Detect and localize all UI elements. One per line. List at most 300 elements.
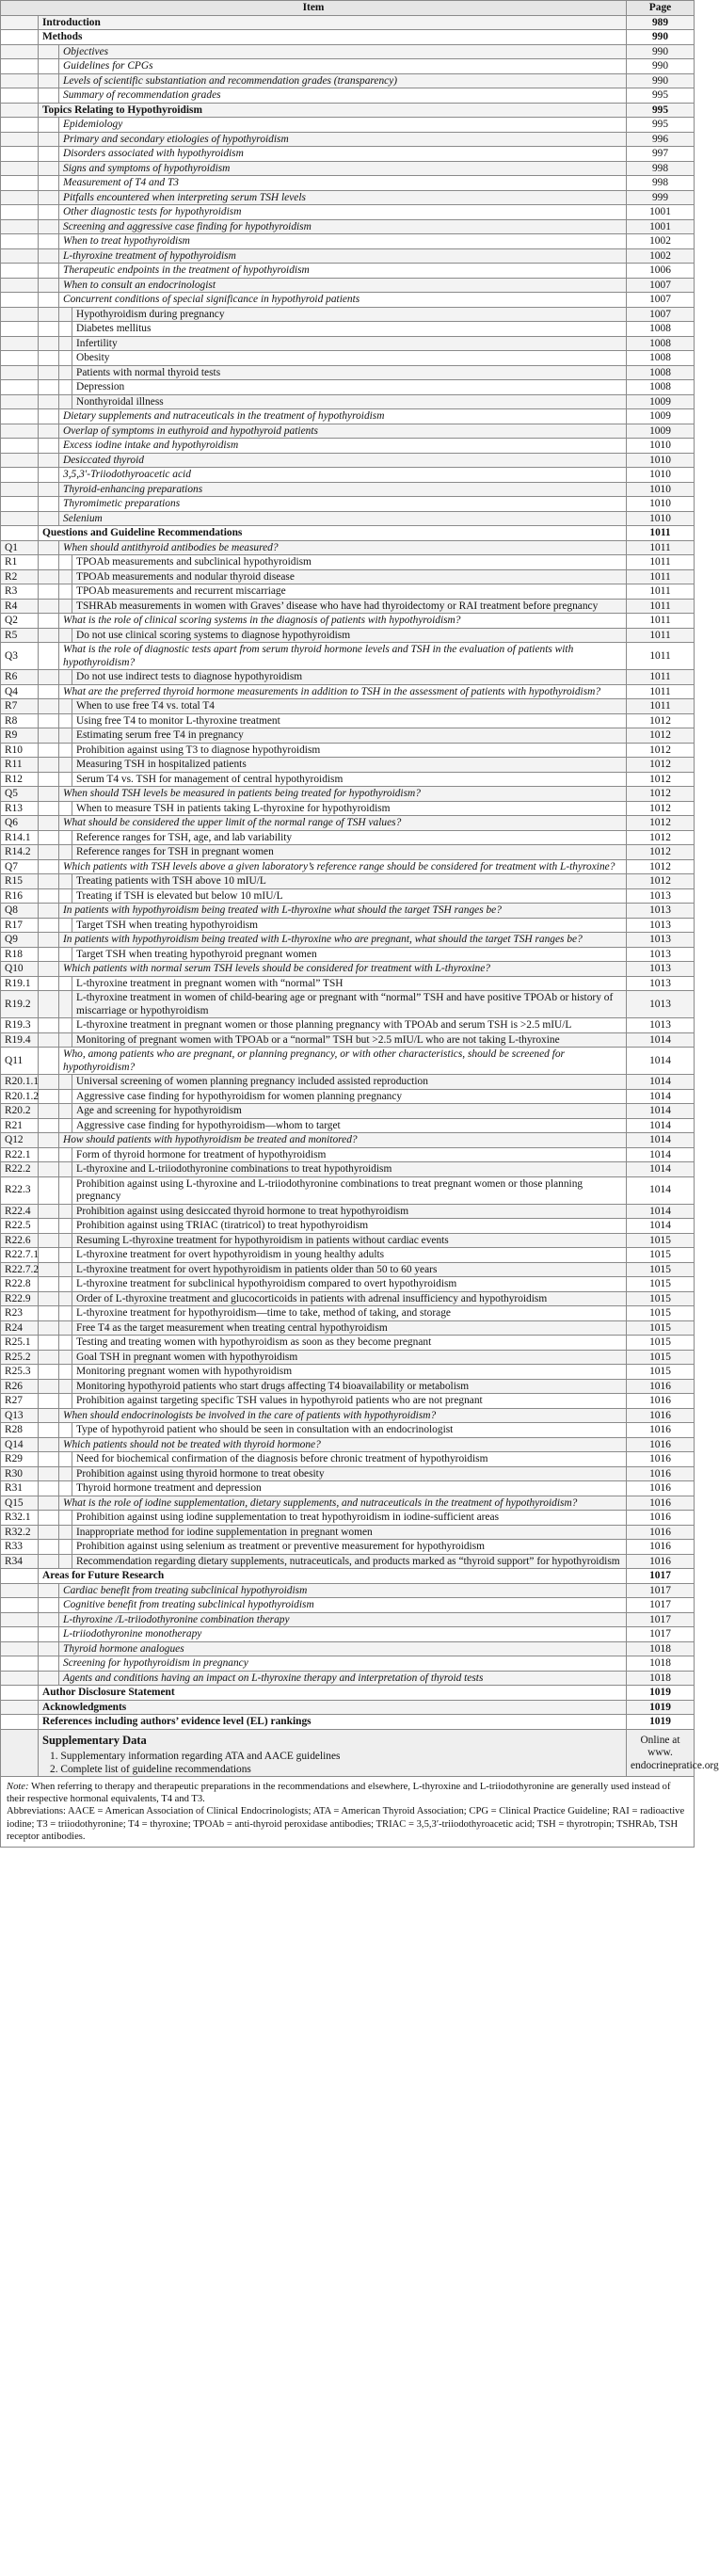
indent-cell [59,380,72,395]
item-title: Areas for Future Research [39,1569,627,1584]
page-number: 1011 [627,526,695,541]
page-number: 995 [627,88,695,104]
list-item [1,59,695,74]
indent-cell [39,1365,59,1380]
item-code: R24 [1,1320,39,1336]
item-code: Q7 [1,859,39,874]
indent-cell [39,234,59,249]
list-item [1,394,695,409]
item-title: TSHRAb measurements in women with Graves’ disease who have had thyroidectomy or RAI treatment before pregnancy [72,599,627,614]
page-number: 1012 [627,830,695,845]
list-item [1,1147,695,1162]
item-code [1,511,39,526]
list-item [1,234,695,249]
indent-cell [39,1452,59,1467]
list-item [1,1075,695,1090]
indent-cell [39,1089,59,1104]
item-title: Epidemiology [59,118,627,133]
supplementary-online-link[interactable] [627,1729,719,1777]
list-item [1,176,695,191]
item-title: Topics Relating to Hypothyroidism [39,103,627,118]
indent-cell [59,888,72,904]
page-number: 1013 [627,991,695,1018]
indent-cell [59,584,72,600]
list-item [1,1162,695,1177]
indent-cell [39,307,59,322]
item-column-header: Item [1,1,627,16]
question-row [1,933,695,948]
page-number: 1011 [627,555,695,570]
indent-cell [39,540,59,555]
indent-cell [39,190,59,205]
item-title: When should endocrinologists be involved in the care of patients with hypothyroidism? [59,1408,627,1423]
item-code: Q2 [1,614,39,629]
list-item [1,1627,695,1642]
indent-cell [39,728,59,744]
item-title: Monitoring pregnant women with hypothyroidism [72,1365,627,1380]
indent-cell [39,1598,59,1613]
list-item [1,845,695,860]
item-title: L-thyroxine /L-triiodothyronine combination therapy [59,1612,627,1627]
item-code [1,322,39,337]
indent-cell [39,670,59,685]
item-title: Screening for hypothyroidism in pregnancy [59,1656,627,1672]
item-title: L-thyroxine treatment in pregnant women or those planning pregnancy with TPOAb and serum TSH is >2.5 mIU/L [72,1018,627,1033]
indent-cell [59,1394,72,1409]
page-number: 1010 [627,497,695,512]
item-title: Other diagnostic tests for hypothyroidism [59,205,627,220]
indent-cell [39,1408,59,1423]
list-item [1,1656,695,1672]
table-footnote [0,1777,695,1848]
item-title: Recommendation regarding dietary supplements, nutraceuticals, and products marked as “thyroid support” for hypothyroidism [72,1554,627,1569]
item-code: R28 [1,1423,39,1438]
item-title: Dietary supplements and nutraceuticals in the treatment of hypothyroidism [59,409,627,424]
page-number: 1011 [627,569,695,584]
item-code [1,424,39,439]
indent-cell [39,1147,59,1162]
page-number: 1011 [627,670,695,685]
item-code: R22.6 [1,1233,39,1248]
indent-cell [59,599,72,614]
item-title: Treating if TSH is elevated but below 10 mIU/L [72,888,627,904]
page-number: 995 [627,103,695,118]
supplementary-item: 1. Supplementary information regarding ATA and AACE guidelines [50,1751,341,1762]
list-item [1,1641,695,1656]
indent-cell [59,1162,72,1177]
indent-cell [59,1379,72,1394]
list-item [1,118,695,133]
indent-cell [39,1511,59,1526]
indent-cell [59,351,72,366]
item-title: Thyromimetic preparations [59,497,627,512]
item-code [1,307,39,322]
item-code: R17 [1,918,39,933]
item-code [1,1715,39,1730]
item-title: Pitfalls encountered when interpreting serum TSH levels [59,190,627,205]
list-item [1,88,695,104]
list-item [1,918,695,933]
page-number: 1014 [627,1118,695,1133]
indent-cell [59,1452,72,1467]
list-item [1,772,695,787]
page-number: 1014 [627,1219,695,1234]
list-item [1,132,695,147]
item-title: L-thyroxine treatment for hypothyroidism—time to take, method of taking, and storage [72,1306,627,1321]
item-code: R20.1.1 [1,1075,39,1090]
question-row [1,816,695,831]
item-title: Measuring TSH in hospitalized patients [72,758,627,773]
indent-cell [59,1089,72,1104]
page-number: 1012 [627,713,695,728]
page-number: 1012 [627,801,695,816]
item-code: R21 [1,1118,39,1133]
item-code: R23 [1,1306,39,1321]
page-number: 1006 [627,264,695,279]
item-title: Which patients with normal serum TSH levels should be considered for treatment with L-thyroxine? [59,962,627,977]
section-row [1,30,695,45]
list-item [1,1277,695,1292]
indent-cell [39,918,59,933]
page-number: 1011 [627,684,695,699]
item-code: R25.3 [1,1365,39,1380]
item-title: Using free T4 to monitor L-thyroxine treatment [72,713,627,728]
indent-cell [39,1627,59,1642]
item-title: When should TSH levels be measured in patients being treated for hypothyroidism? [59,787,627,802]
list-item [1,743,695,758]
item-code [1,351,39,366]
item-title: Prohibition against using T3 to diagnose hypothyroidism [72,743,627,758]
item-code: R14.2 [1,845,39,860]
indent-cell [59,758,72,773]
item-title: Desiccated thyroid [59,453,627,468]
list-item [1,1219,695,1234]
item-code [1,176,39,191]
item-code: Q12 [1,1133,39,1148]
indent-cell [39,772,59,787]
indent-cell [39,758,59,773]
item-code [1,1641,39,1656]
list-item [1,1262,695,1277]
list-item [1,365,695,380]
page-number: 1016 [627,1554,695,1569]
item-title: Signs and symptoms of hypothyroidism [59,161,627,176]
item-code: R19.3 [1,1018,39,1033]
page-number: 1011 [627,628,695,643]
section-row [1,15,695,30]
page-number: 990 [627,59,695,74]
page-number: 1008 [627,380,695,395]
list-item [1,190,695,205]
indent-cell [39,628,59,643]
indent-cell [59,713,72,728]
indent-cell [39,147,59,162]
item-code [1,205,39,220]
item-title: Levels of scientific substantiation and recommendation grades (transparency) [59,73,627,88]
page-number: 1012 [627,772,695,787]
item-code [1,73,39,88]
page-number: 990 [627,73,695,88]
question-row [1,1496,695,1511]
page-number: 1015 [627,1365,695,1380]
indent-cell [39,614,59,629]
item-title: Author Disclosure Statement [39,1686,627,1701]
list-item [1,713,695,728]
indent-cell [59,322,72,337]
page-number: 998 [627,161,695,176]
page-number: 1015 [627,1350,695,1365]
page-number: 1016 [627,1437,695,1452]
indent-cell [39,976,59,991]
indent-cell [59,394,72,409]
item-code [1,132,39,147]
item-code: R22.3 [1,1176,39,1204]
page-number: 1012 [627,743,695,758]
indent-cell [39,439,59,454]
indent-cell [39,1048,59,1075]
supplementary-row [1,1729,695,1777]
item-code: R2 [1,569,39,584]
item-title: Introduction [39,15,627,30]
item-code: Q14 [1,1437,39,1452]
page-number: 1019 [627,1686,695,1701]
list-item [1,830,695,845]
indent-cell [39,1233,59,1248]
indent-cell [59,947,72,962]
page-number: 1012 [627,874,695,889]
item-code: R1 [1,555,39,570]
item-title: Goal TSH in pregnant women with hypothyroidism [72,1350,627,1365]
list-item [1,511,695,526]
page-number: 1015 [627,1262,695,1277]
item-title: In patients with hypothyroidism being treated with L-thyroxine who are pregnant, what should the target TSH ranges be? [59,933,627,948]
indent-cell [39,830,59,845]
indent-cell [39,933,59,948]
item-title: Cognitive benefit from treating subclinical hypothyroidism [59,1598,627,1613]
list-item [1,453,695,468]
item-title: Prohibition against using iodine supplementation to treat hypothyroidism in iodine-sufficient areas [72,1511,627,1526]
item-code [1,234,39,249]
indent-cell [39,1018,59,1033]
list-item [1,569,695,584]
list-item [1,1291,695,1306]
item-code [1,103,39,118]
list-item [1,205,695,220]
indent-cell [59,628,72,643]
indent-cell [39,599,59,614]
page-number: 1018 [627,1641,695,1656]
item-title: What is the role of clinical scoring systems in the diagnosis of patients with hypothyroidism? [59,614,627,629]
page-number: 1013 [627,904,695,919]
list-item [1,219,695,234]
item-title: How should patients with hypothyroidism be treated and monitored? [59,1133,627,1148]
question-row [1,643,695,670]
indent-cell [59,1554,72,1569]
note-text: When referring to therapy and therapeutic preparations in the recommendations and elsewhere, L-thyroxine and L-triiodothyronine are generally used instead of their respective hormonal equivalents, T4 and T3. [7,1782,671,1805]
indent-cell [59,1032,72,1048]
item-title: Free T4 as the target measurement when treating central hypothyroidism [72,1320,627,1336]
list-item [1,888,695,904]
indent-cell [59,1262,72,1277]
list-item [1,976,695,991]
page-number: 1012 [627,859,695,874]
item-code: R4 [1,599,39,614]
list-item [1,264,695,279]
item-code: Q6 [1,816,39,831]
item-title: Treating patients with TSH above 10 mIU/L [72,874,627,889]
item-title: TPOAb measurements and subclinical hypothyroidism [72,555,627,570]
indent-cell [39,1032,59,1048]
page-number: 1014 [627,1048,695,1075]
item-title: Hypothyroidism during pregnancy [72,307,627,322]
indent-cell [39,453,59,468]
note-label: Note: [7,1782,29,1792]
item-code [1,1700,39,1715]
indent-cell [59,1104,72,1119]
page-number: 1011 [627,614,695,629]
item-code [1,1569,39,1584]
page-number: 995 [627,118,695,133]
indent-cell [39,1336,59,1351]
item-code: R32.2 [1,1525,39,1540]
question-row [1,787,695,802]
indent-cell [59,555,72,570]
list-item [1,584,695,600]
section-row [1,1569,695,1584]
item-code: R10 [1,743,39,758]
item-code [1,161,39,176]
item-title: Methods [39,30,627,45]
indent-cell [59,1204,72,1219]
indent-cell [59,1511,72,1526]
indent-cell [59,1248,72,1263]
list-item [1,351,695,366]
indent-cell [39,962,59,977]
indent-cell [59,772,72,787]
item-title: Selenium [59,511,627,526]
item-code [1,336,39,351]
list-item [1,497,695,512]
section-row [1,1700,695,1715]
indent-cell [39,1075,59,1090]
item-title: Thyroid hormone treatment and depression [72,1481,627,1496]
item-title: Patients with normal thyroid tests [72,365,627,380]
item-title: Monitoring hypothyroid patients who start drugs affecting T4 bioavailability or metabolism [72,1379,627,1394]
item-code: R22.7.2 [1,1262,39,1277]
indent-cell [39,161,59,176]
item-title: When to consult an endocrinologist [59,278,627,293]
list-item [1,1089,695,1104]
indent-cell [39,497,59,512]
page-number: 1015 [627,1233,695,1248]
indent-cell [59,976,72,991]
indent-cell [39,118,59,133]
list-item [1,409,695,424]
list-item [1,599,695,614]
indent-cell [39,1133,59,1148]
item-code: R13 [1,801,39,816]
indent-cell [39,380,59,395]
list-item [1,1452,695,1467]
item-code: R22.4 [1,1204,39,1219]
list-item [1,1379,695,1394]
list-item [1,1350,695,1365]
indent-cell [59,699,72,714]
item-code: Q5 [1,787,39,802]
item-code [1,394,39,409]
item-code: R22.1 [1,1147,39,1162]
item-title: Form of thyroid hormone for treatment of hypothyroidism [72,1147,627,1162]
item-code [1,453,39,468]
indent-cell [59,830,72,845]
question-row [1,540,695,555]
item-code: Q4 [1,684,39,699]
item-title: Nonthyroidal illness [72,394,627,409]
list-item [1,1018,695,1033]
indent-cell [59,1320,72,1336]
list-item [1,874,695,889]
list-item [1,439,695,454]
item-code [1,365,39,380]
item-code: R25.1 [1,1336,39,1351]
item-title: Testing and treating women with hypothyroidism as soon as they become pregnant [72,1336,627,1351]
item-title: Universal screening of women planning pregnancy included assisted reproduction [72,1075,627,1090]
list-item [1,424,695,439]
item-title: Reference ranges for TSH in pregnant women [72,845,627,860]
item-code [1,44,39,59]
page-number: 1013 [627,947,695,962]
item-code [1,15,39,30]
item-title: Prohibition against using L-thyroxine and L-triiodothyronine combinations to treat pregnant women or those planning pregnancy [72,1176,627,1204]
item-code [1,1598,39,1613]
indent-cell [39,44,59,59]
item-title: Prohibition against using TRIAC (tiratricol) to treat hypothyroidism [72,1219,627,1234]
list-item [1,801,695,816]
list-item [1,147,695,162]
item-code [1,1583,39,1598]
indent-cell [39,584,59,600]
indent-cell [39,511,59,526]
item-code: R14.1 [1,830,39,845]
indent-cell [39,569,59,584]
indent-cell [39,248,59,264]
page-number: 1013 [627,933,695,948]
list-item [1,1118,695,1133]
indent-cell [39,1583,59,1598]
indent-cell [39,684,59,699]
page-number: 1016 [627,1525,695,1540]
item-title: Guidelines for CPGs [59,59,627,74]
indent-cell [39,1423,59,1438]
indent-cell [59,307,72,322]
indent-cell [59,1233,72,1248]
list-item [1,1598,695,1613]
indent-cell [59,743,72,758]
item-code [1,468,39,483]
list-item [1,1466,695,1481]
item-title: When should antithyroid antibodies be measured? [59,540,627,555]
indent-cell [39,293,59,308]
item-title: Summary of recommendation grades [59,88,627,104]
page-number: 1013 [627,888,695,904]
indent-cell [59,1540,72,1555]
indent-cell [39,888,59,904]
item-code: R19.4 [1,1032,39,1048]
list-item [1,336,695,351]
item-title: Estimating serum free T4 in pregnancy [72,728,627,744]
item-code: Q11 [1,1048,39,1075]
indent-cell [39,1248,59,1263]
